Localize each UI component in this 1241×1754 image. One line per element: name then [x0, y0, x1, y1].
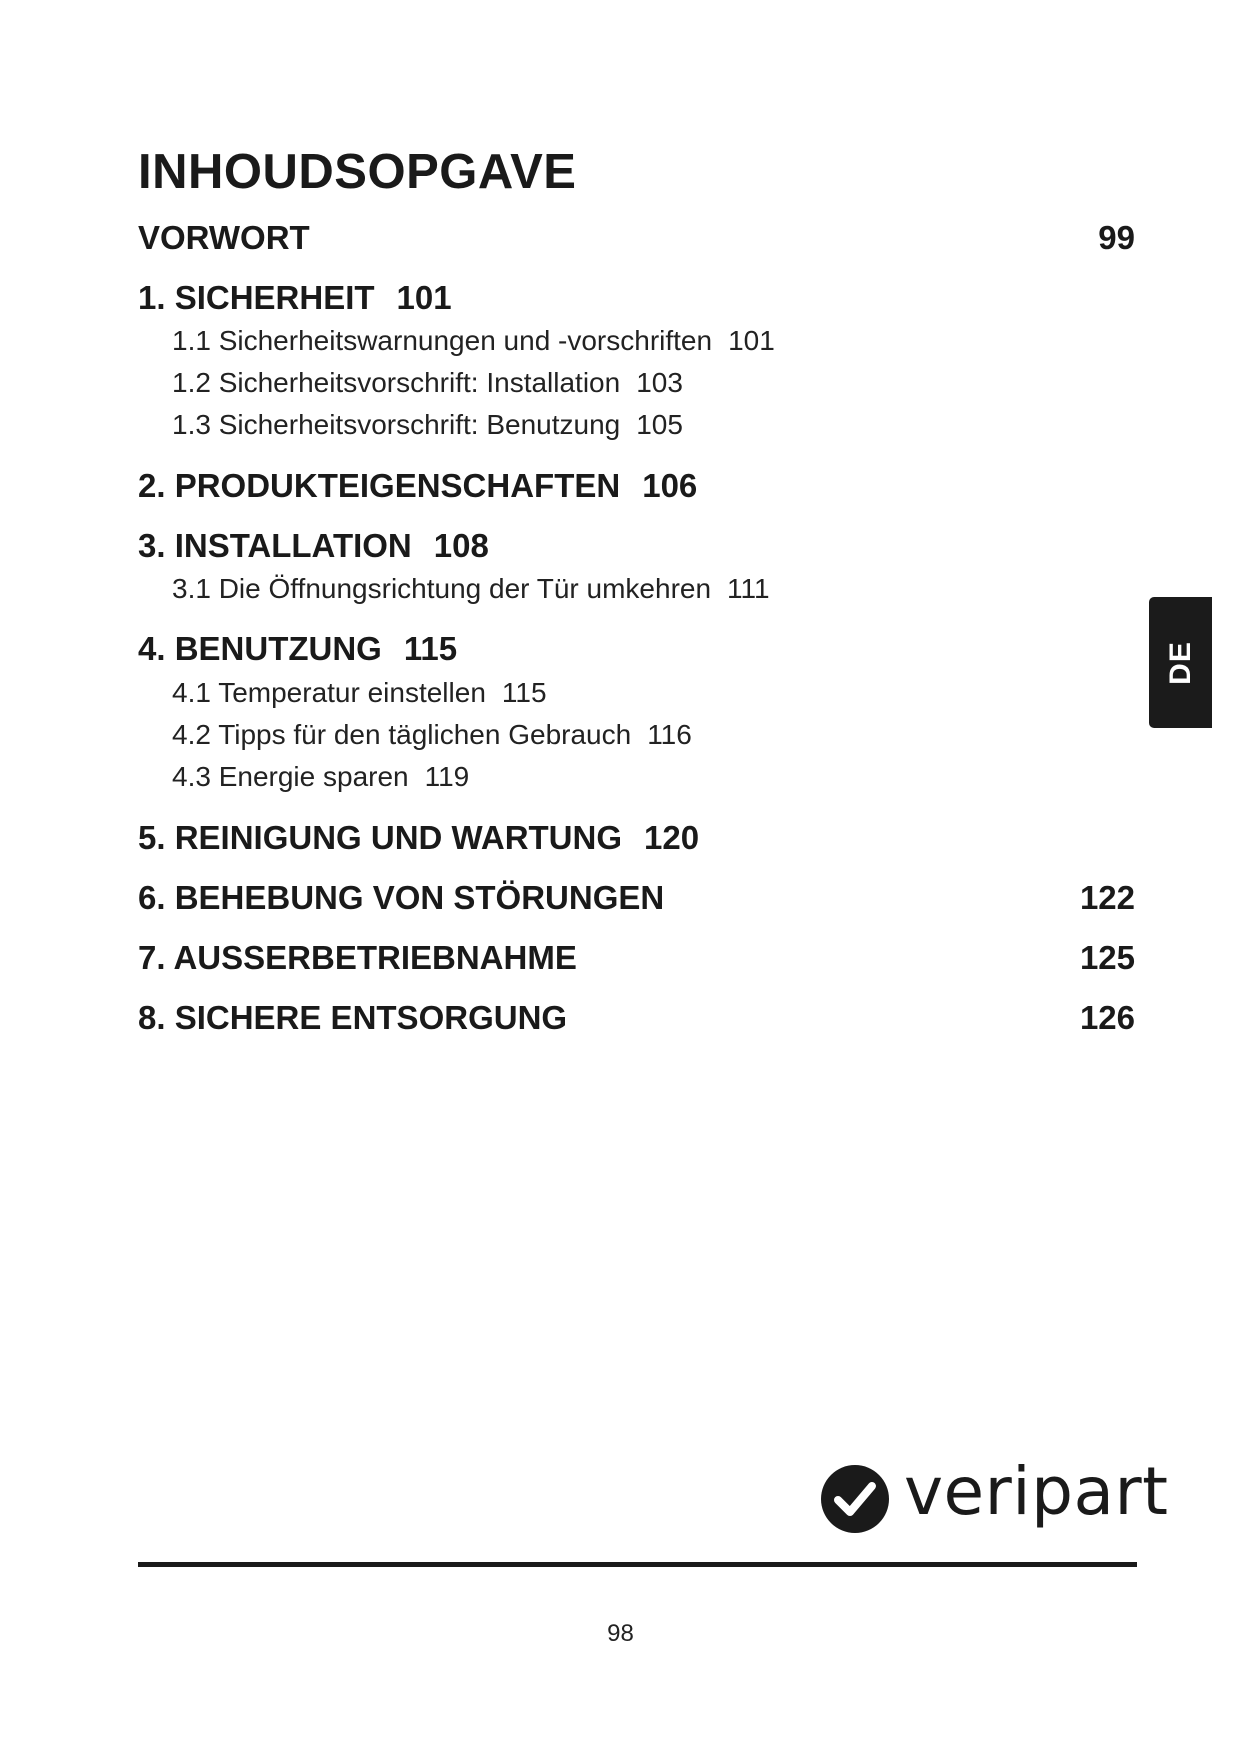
toc-entry-label: 2. PRODUKTEIGENSCHAFTEN — [138, 467, 621, 504]
toc-entry-behebung[interactable] — [138, 878, 1135, 918]
toc-entry-page: 101 — [728, 325, 775, 356]
toc-entry-page: 126 — [1079, 999, 1135, 1036]
toc-entry-4-2[interactable] — [172, 718, 1169, 752]
toc-entry-page: 120 — [644, 819, 700, 856]
toc-entry-page: 111 — [727, 573, 770, 604]
toc-entry-1-2[interactable] — [172, 366, 1169, 400]
toc-entry-label: 4.1 Temperatur einstellen — [172, 677, 486, 708]
toc-entry-label: 7. AUSSERBETRIEBNAHME — [138, 939, 577, 976]
toc-entry-3-1[interactable] — [172, 572, 1169, 606]
toc-entry-label: 3.1 Die Öffnungsrichtung der Tür umkehren — [172, 573, 712, 604]
footer-divider — [138, 1562, 1137, 1567]
toc-entry-produkteigenschaften[interactable] — [138, 466, 1135, 506]
toc-entry-label: 3. INSTALLATION — [138, 527, 412, 564]
toc-entry-page: 106 — [642, 467, 698, 504]
language-tab-label: DE — [1163, 640, 1197, 685]
toc-entry-label: 4.3 Energie sparen — [172, 761, 409, 792]
toc-entry-installation[interactable] — [138, 526, 1135, 566]
toc-entry-page: 125 — [1079, 939, 1135, 976]
brand-logo — [820, 1453, 1169, 1538]
toc-entry-label: 1. SICHERHEIT — [138, 279, 375, 316]
toc-entry-reinigung[interactable] — [138, 818, 1135, 858]
toc-entry-label: VORWORT — [138, 219, 310, 256]
toc-entry-sicherheit[interactable] — [138, 278, 1135, 318]
toc-entry-4-1[interactable] — [172, 676, 1169, 710]
toc-entry-page: 108 — [433, 527, 489, 564]
toc-entry-page: 101 — [396, 279, 452, 316]
toc-entry-label: 4.2 Tipps für den täglichen Gebrauch — [172, 719, 632, 750]
toc-entry-label: 1.3 Sicherheitsvorschrift: Benutzung — [172, 409, 621, 440]
toc-entry-vorwort[interactable] — [138, 218, 1135, 258]
toc-entry-label: 8. SICHERE ENTSORGUNG — [138, 999, 568, 1036]
brand-logo-text: veripart — [904, 1453, 1169, 1530]
toc-entry-4-3[interactable] — [172, 760, 1169, 794]
toc-entry-page: 105 — [636, 409, 683, 440]
toc-entry-1-1[interactable] — [172, 324, 1169, 358]
toc-entry-label: 4. BENUTZUNG — [138, 630, 382, 667]
toc-entry-label: 1.1 Sicherheitswarnungen und -vorschriften — [172, 325, 713, 356]
toc-entry-page: 103 — [636, 367, 683, 398]
toc-entry-ausserbetriebnahme[interactable] — [138, 938, 1135, 978]
toc-entry-page: 116 — [647, 719, 692, 750]
toc-entry-label: 6. BEHEBUNG VON STÖRUNGEN — [138, 879, 665, 916]
toc-entry-page: 99 — [1098, 219, 1135, 256]
checkmark-circle-icon — [820, 1464, 890, 1534]
toc-entry-1-3[interactable] — [172, 408, 1169, 442]
toc-entry-page: 119 — [424, 761, 470, 792]
toc-entry-benutzung[interactable] — [138, 629, 1135, 669]
toc-entry-page: 122 — [1079, 879, 1135, 916]
language-tab — [1149, 597, 1212, 728]
toc-entry-label: 5. REINIGUNG UND WARTUNG — [138, 819, 623, 856]
page-title: INHOUDSOPGAVE — [138, 145, 577, 199]
toc-entry-label: 1.2 Sicherheitsvorschrift: Installation — [172, 367, 621, 398]
toc-entry-page: 115 — [403, 630, 458, 667]
page-number: 98 — [607, 1620, 634, 1647]
toc-entry-page: 115 — [501, 677, 547, 708]
toc-entry-entsorgung[interactable] — [138, 998, 1135, 1038]
